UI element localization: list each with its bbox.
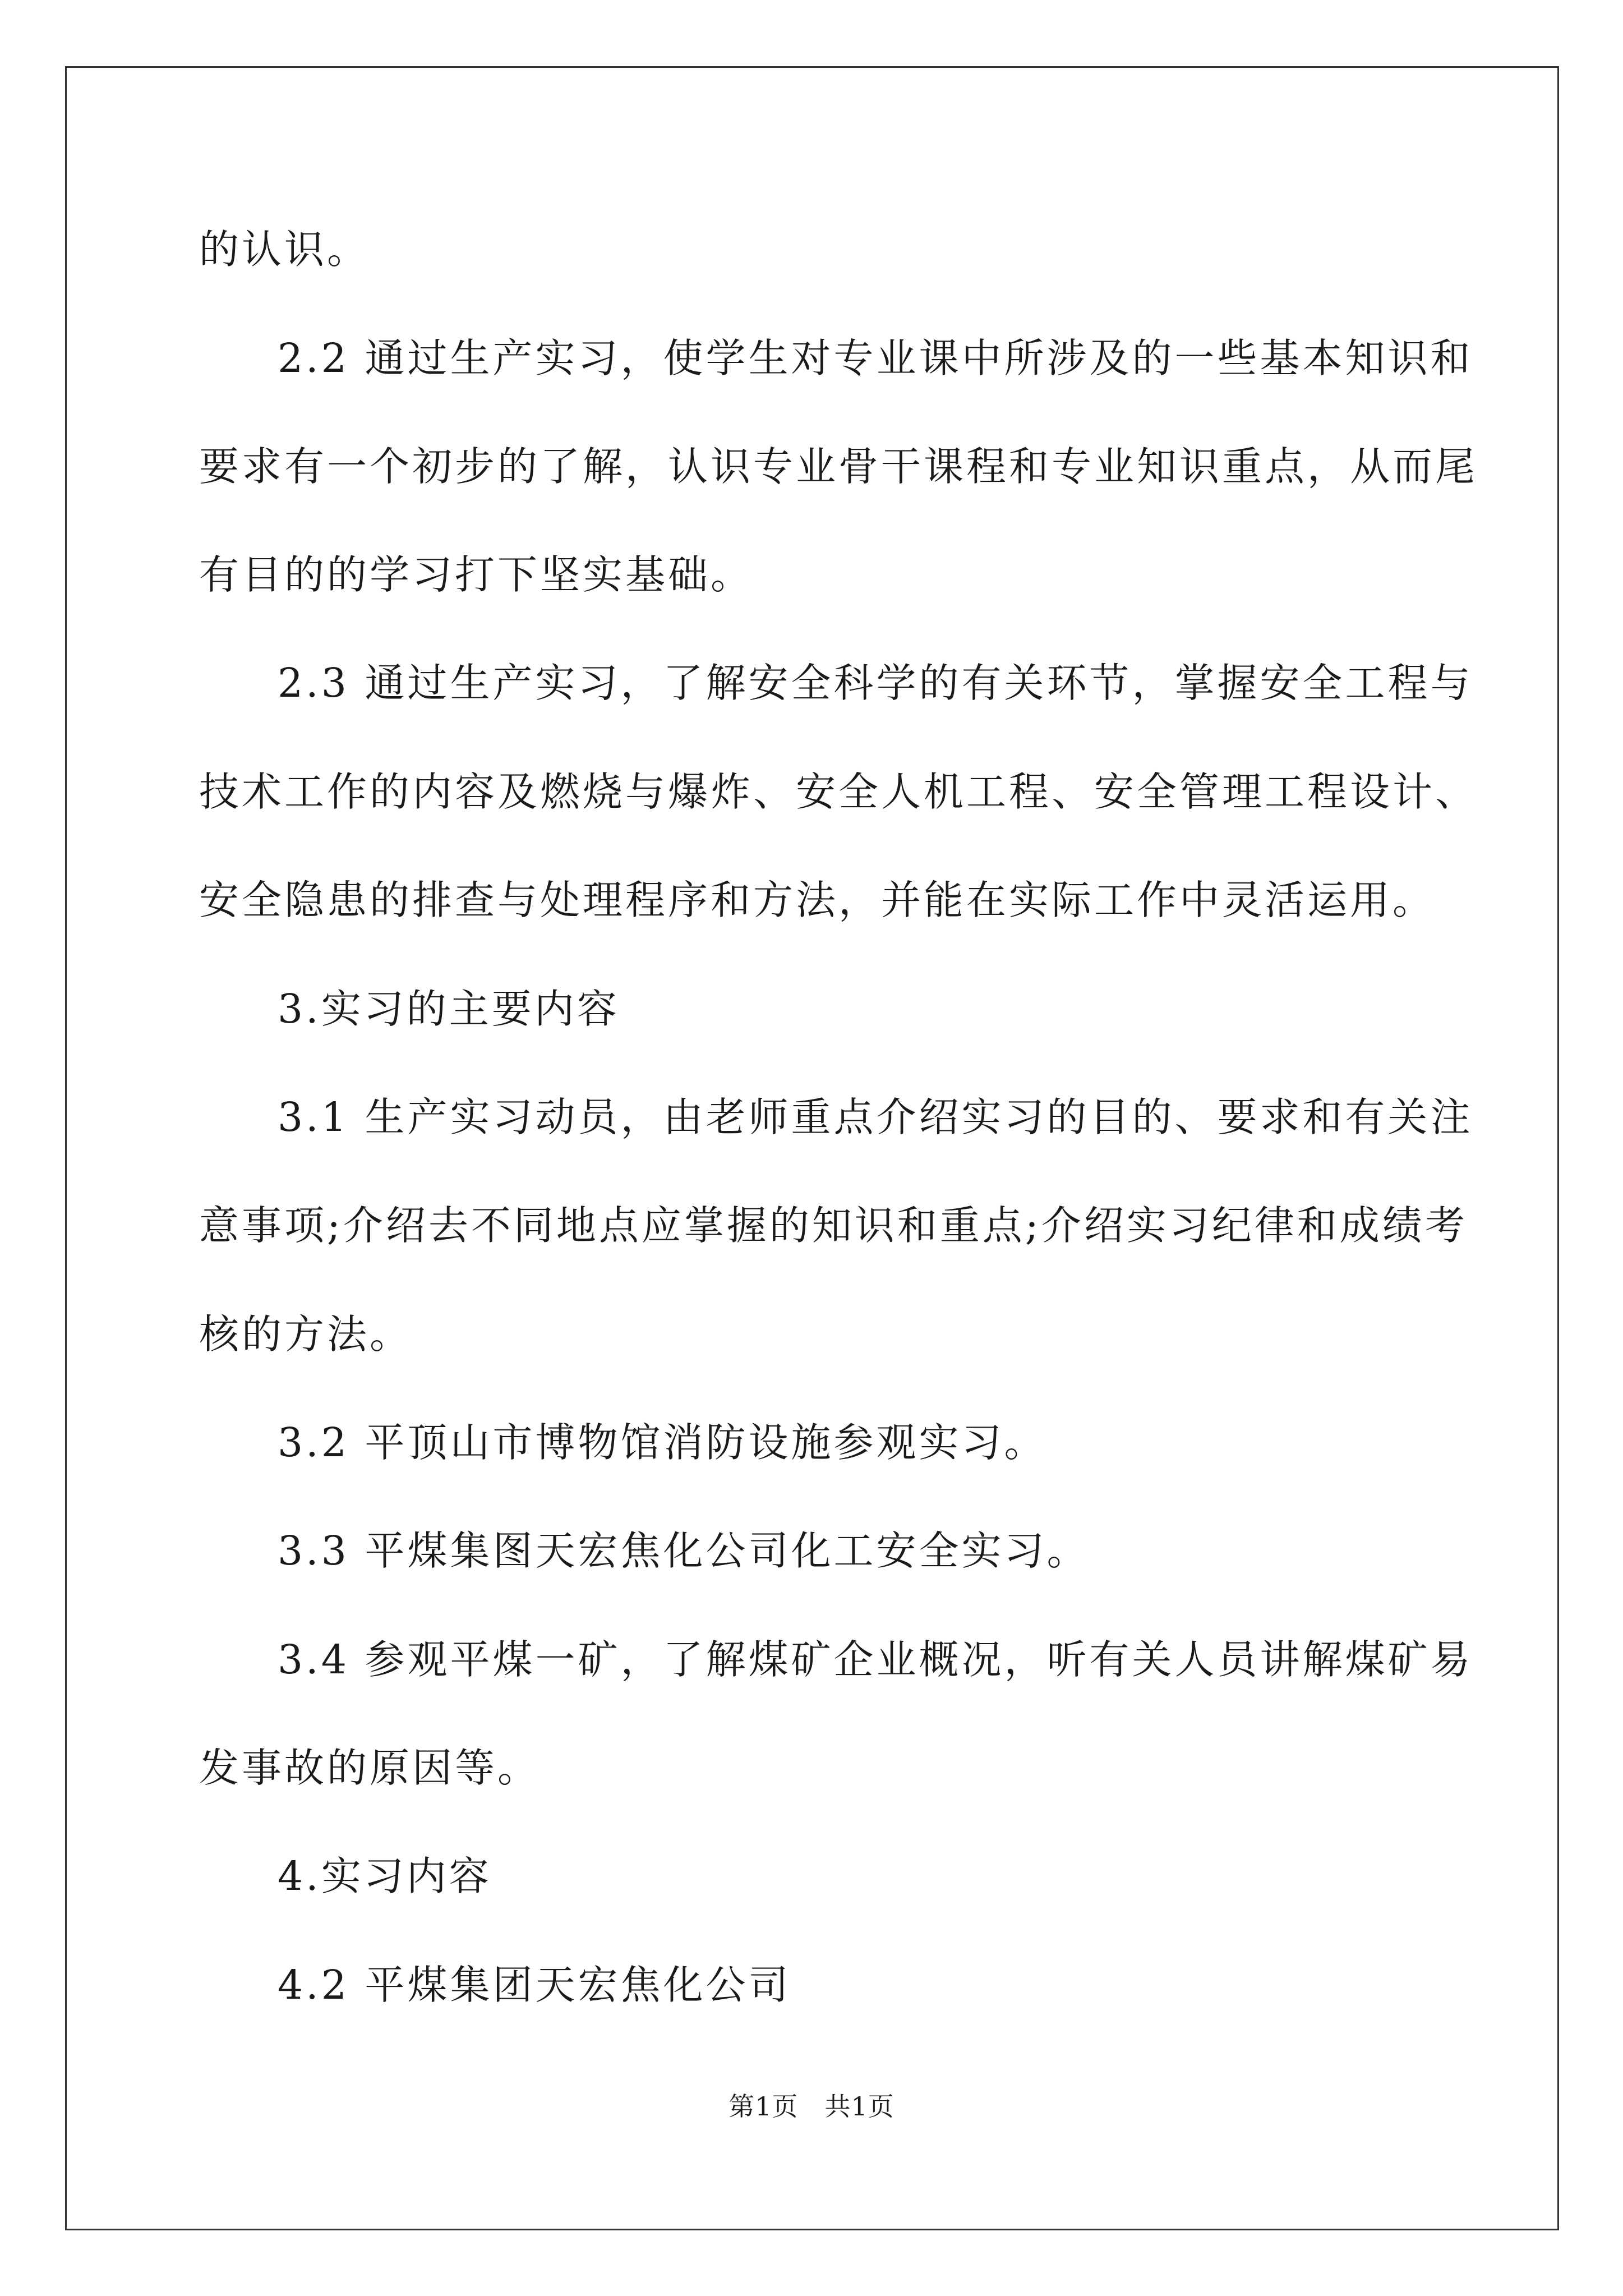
text-line: 3.3 平煤集图天宏焦化公司化工安全实习。: [278, 1527, 1090, 1574]
text-line: 3.2 平顶山市博物馆消防设施参观实习。: [278, 1419, 1047, 1466]
page-frame: [65, 66, 1559, 2230]
text-line: 技术工作的内容及燃烧与爆炸、安全人机工程、安全管理工程设计、: [199, 769, 1478, 815]
text-line: 4.2 平煤集团天宏焦化公司: [278, 1962, 791, 2008]
section-heading: 4.实习内容: [278, 1853, 492, 1899]
text-line: 有目的的学习打下坚实基础。: [199, 551, 754, 598]
text-line: 意事项;介绍去不同地点应掌握的知识和重点;介绍实习纪律和成绩考: [199, 1202, 1468, 1249]
text-line: 核的方法。: [199, 1311, 413, 1358]
text-line: 安全隐患的排查与处理程序和方法，并能在实际工作中灵活运用。: [199, 877, 1436, 923]
text-line: 3.4 参观平煤一矿，了解煤矿企业概况，听有关人员讲解煤矿易: [278, 1636, 1473, 1683]
section-heading: 3.实习的主要内容: [278, 986, 620, 1032]
text-line: 要求有一个初步的了解，认识专业骨干课程和专业知识重点，从而尾: [199, 443, 1478, 490]
text-line: 发事故的原因等。: [199, 1745, 541, 1791]
text-line: 2.2 通过生产实习，使学生对专业课中所涉及的一些基本知识和: [278, 335, 1473, 381]
text-line: 的认识。: [199, 226, 370, 273]
text-line: 3.1 生产实习动员，由老师重点介绍实习的目的、要求和有关注: [278, 1094, 1473, 1140]
page-number: 第1页: [728, 2091, 799, 2122]
text-line: 2.3 通过生产实习，了解安全科学的有关环节，掌握安全工程与: [278, 660, 1473, 706]
page-total: 共1页: [824, 2091, 895, 2122]
page-footer: [0, 2090, 1623, 2123]
